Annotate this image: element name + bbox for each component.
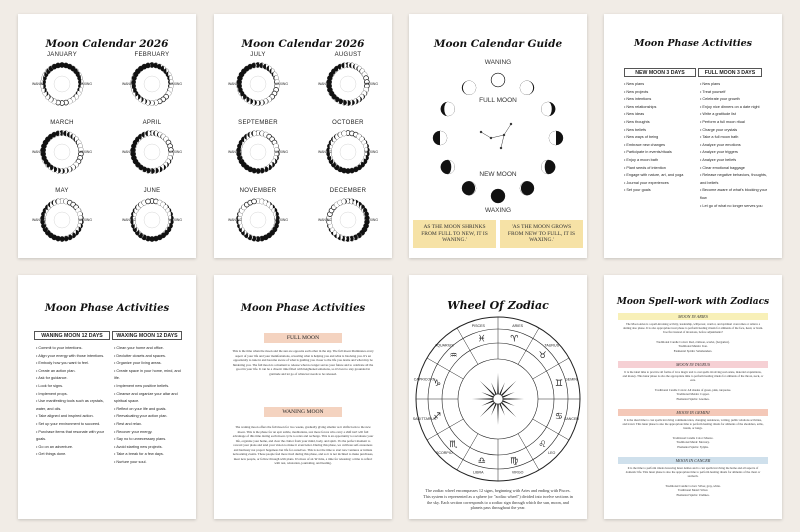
tab-waning-moon: WANING MOON 12 DAYS: [34, 331, 110, 340]
month-label: JUNE: [143, 188, 161, 194]
month-label: MARCH: [50, 120, 74, 126]
moon-phase-dot: [145, 199, 150, 204]
waning-label: WANING: [228, 82, 242, 86]
month-block: [26, 188, 98, 246]
moon-phase-dial: [116, 58, 188, 110]
moon-guide-diagram: [409, 52, 587, 222]
waning-label: WANING: [318, 218, 332, 222]
spell-correspondence: Elemental Spirits: Salamanders.: [673, 348, 713, 353]
list-item: • Analyze your triggers: [700, 149, 768, 157]
page-moon-phase-activities-new-full: [604, 14, 782, 258]
list-item: • Analyze your beliefs: [700, 157, 768, 165]
list-item: • Let go of what no longer serves you: [700, 203, 768, 211]
list-item: • Go on an adventure.: [36, 444, 110, 452]
list-item: • Implement new positive beliefs.: [114, 383, 186, 391]
list-item: • Look for signs.: [36, 383, 110, 391]
list-item: • Use manifesting tools such as crystals, water, and oils.: [36, 398, 110, 413]
spell-correspondence: Traditional Candle Colors: All shades of green, pink, turquoise.: [654, 388, 732, 392]
moon-phase-dot: [441, 160, 455, 174]
zodiac-sign-icon: ♍: [510, 456, 519, 467]
list-item: • New intentions: [624, 96, 696, 104]
month-label: MAY: [55, 188, 69, 194]
month-label: APRIL: [142, 120, 162, 126]
page-wheel-of-zodiac: [409, 275, 587, 519]
page-title: Moon Calendar 2026: [241, 38, 365, 50]
waxing-label: WAXING: [364, 218, 378, 222]
list-item: • Avoid starting new projects.: [114, 444, 186, 452]
list-item: • Organize your living areas.: [114, 360, 186, 368]
page-title: Moon Spell-work with Zodiacs: [616, 297, 770, 307]
spell-section-band: MOON IN CANCER: [618, 457, 768, 464]
waning-label: WANING: [32, 82, 46, 86]
zodiac-sign-icon: ♉: [538, 350, 547, 361]
waning-label: WANING: [318, 150, 332, 154]
page-title: Moon Calendar 2026: [45, 38, 169, 50]
moon-phase-dot: [441, 102, 455, 116]
tab-waxing-moon: WAXING MOON 12 DAYS: [112, 331, 182, 340]
tab-new-moon: NEW MOON 3 DAYS: [624, 68, 696, 77]
spell-section-text: It is the time to perform rituals honoring lunar deities and to cast spells involving the home and all aspects of domestic life. This lunar phase is also the appropriate time to perform healing rituals for ailments of the chest or stomach.: [625, 466, 761, 479]
zodiac-sign-icon: ♎: [477, 456, 486, 467]
spell-section-band: MOON IN GEMINI: [618, 409, 768, 416]
list-item: • New thoughts: [624, 119, 696, 127]
page-title: Moon Calendar Guide: [433, 38, 563, 50]
spell-section-text: It is the ideal time to practice all forms of love magic and to cast spells involving real estate, material acquisitions, and money. This lunar phase is also the appropriate time to perform healing rituals for ailments of the throat, neck, or ears.: [622, 370, 764, 383]
list-item: • New beliefs: [624, 127, 696, 135]
list-item: • Take aligned and inspired action.: [36, 413, 110, 421]
month-block: [312, 52, 384, 110]
moon-phase-dot: [145, 63, 150, 68]
waxing-label: WAXING: [78, 218, 92, 222]
page-moon-phase-activities-full-waning: [214, 275, 392, 519]
spell-correspondence: Traditional Metals: Copper.: [676, 392, 710, 397]
moon-phase-dot: [491, 189, 505, 203]
list-item: • Reflect on your life and goals.: [114, 406, 186, 414]
page-title: Wheel Of Zodiac: [447, 299, 549, 312]
month-label: FEBRUARY: [134, 52, 170, 58]
waxing-explainer: 'AS THE MOON GROWS FROM NEW TO FULL, IT IS WAXING.': [500, 220, 583, 248]
moon-phase-dial: [116, 126, 188, 178]
month-block: [116, 120, 188, 178]
zodiac-wheel: [409, 309, 587, 489]
waxing-moon-list: [114, 345, 186, 467]
waxing-label: WAXING: [168, 218, 182, 222]
zodiac-sign-icon: ♌: [538, 440, 547, 451]
month-block: [26, 120, 98, 178]
waning-label: WANING: [122, 218, 136, 222]
zodiac-sign-icon: ♈: [510, 334, 519, 345]
zodiac-sign-icon: ♐: [433, 411, 442, 422]
spell-section-text: It is the ideal time to cast spells involving communication, changing residences, writing, public relations activities, and travel. This lunar phase is also the appropriate time to perform healing rituals for ailments of the shoulders, arms, hands, or lungs.: [622, 418, 764, 431]
month-block: [26, 52, 98, 110]
list-item: • Set your goals: [624, 187, 696, 195]
month-label: DECEMBER: [329, 188, 367, 194]
list-item: • Reevaluating your action plan.: [114, 413, 186, 421]
list-item: • Journal your experiences: [624, 180, 696, 188]
moon-phase-dot: [341, 63, 346, 68]
moon-phase-dot: [55, 199, 60, 204]
zodiac-name-label: SAGITTARIUS: [412, 416, 437, 421]
page-moon-spell-work: [604, 275, 782, 519]
moon-phase-dial: [116, 194, 188, 246]
list-item: • Say no to unnecessary plans.: [114, 436, 186, 444]
month-block: [312, 188, 384, 246]
list-item: • Take a full moon bath: [700, 134, 768, 142]
waning-explainer: AS THE MOON SHRINKS FROM FULL TO NEW, IT IS WANING.': [413, 220, 496, 248]
zodiac-name-label: CAPRICORN: [413, 377, 436, 382]
list-item: • Take a break for a few days.: [114, 451, 186, 459]
moon-phase-dot: [433, 131, 447, 145]
spell-correspondence: Elemental Spirits: Gnomes.: [676, 396, 710, 401]
zodiac-name-label: AQUARIUS: [434, 343, 454, 348]
moon-phase-dot: [55, 63, 60, 68]
list-item: • Implement props.: [36, 391, 110, 399]
waxing-bottom-label: WAXING: [484, 207, 512, 214]
waning-moon-list: [36, 345, 110, 459]
spell-correspondence: Traditional Candle Colors: Silver, gray, white.: [665, 484, 721, 488]
page-moon-calendar-h1: [18, 14, 196, 258]
list-item: • New ideas: [624, 111, 696, 119]
page-moon-phase-activities-waning-waxing: [18, 275, 196, 519]
month-label: OCTOBER: [332, 120, 364, 126]
list-item: • Create an action plan.: [36, 368, 110, 376]
full-moon-label: FULL MOON: [479, 97, 517, 104]
moon-phase-dial: [312, 126, 384, 178]
waning-label: WANING: [228, 150, 242, 154]
zodiac-name-label: SCORPIO: [435, 451, 453, 456]
waning-top-label: WANING: [484, 59, 512, 66]
month-block: [222, 52, 294, 110]
zodiac-name-label: VIRGO: [511, 470, 524, 475]
zodiac-name-label: CANCER: [563, 416, 580, 421]
spell-correspondence: Traditional Metal: Mercury.: [676, 440, 710, 445]
waxing-label: WAXING: [274, 150, 288, 154]
waxing-label: WAXING: [168, 82, 182, 86]
list-item: • New plans: [700, 81, 768, 89]
waxing-label: WAXING: [168, 150, 182, 154]
list-item: • Recover your energy.: [114, 429, 186, 437]
list-item: • New projects: [624, 89, 696, 97]
list-item: • New ways of being: [624, 134, 696, 142]
spell-correspondence: Traditional Candle Colors: Red, crimson, scarlet, (bergamot).: [656, 340, 730, 344]
waning-label: WANING: [122, 150, 136, 154]
waning-label: WANING: [32, 218, 46, 222]
zodiac-sign-icon: ♒: [449, 350, 458, 361]
waning-label: WANING: [228, 218, 242, 222]
list-item: • Purchase items that resonate with your goals.: [36, 429, 110, 444]
page-title: Moon Phase Activities: [240, 303, 366, 314]
spell-correspondence: Traditional Candle Color: Mauve.: [672, 436, 714, 440]
zodiac-sign-icon: ♓: [477, 334, 486, 345]
month-block: [312, 120, 384, 178]
month-label: SEPTEMBER: [238, 120, 278, 126]
new-moon-list: [624, 81, 696, 195]
moon-phase-dot: [541, 160, 555, 174]
list-item: • Release negative behaviors, thoughts, and beliefs: [700, 172, 768, 187]
zodiac-sign-icon: ♑: [433, 379, 442, 390]
list-item: • New plans: [624, 81, 696, 89]
list-item: • Treat yourself: [700, 89, 768, 97]
list-item: • Charge your crystals: [700, 127, 768, 135]
moon-phase-dot: [491, 73, 505, 87]
zodiac-sign-icon: ♊: [554, 379, 563, 390]
waning-label: WANING: [122, 82, 136, 86]
full-moon-paragraph: This is the time when the moon and the sun are opposite each other in the sky. The full moon illuminates every aspect of your life and your manifestations, revealing what is helping you and what is blocking you. It's an opportunity to tune in and become aware of what is guiding you closer to the life you desire and what may be hindering you. The full moon is a moment to release what no longer serves your future and to celebrate all the good in your life. It can be a chaotic time filled with heightened emotions, so it's best to stay grounded in gratitude and let go of whatever needs to be released.: [232, 349, 374, 376]
waxing-label: WAXING: [78, 82, 92, 86]
month-block: [222, 188, 294, 246]
page-moon-calendar-h2: [214, 14, 392, 258]
moon-phase-dot: [251, 131, 256, 136]
list-item: • Enjoy nice dinners on a date night: [700, 104, 768, 112]
zodiac-name-label: LIBRA: [473, 470, 484, 475]
moon-phase-ring: [433, 73, 563, 203]
spell-correspondence: Traditional Metal: Silver.: [677, 488, 709, 493]
page-title: Moon Phase Activities: [634, 38, 752, 49]
list-item: • Participate in events/rituals: [624, 149, 696, 157]
zodiac-name-label: PISCES: [471, 323, 485, 328]
spell-correspondence: Elemental Spirits: Undines.: [676, 492, 710, 497]
month-label: NOVEMBER: [239, 188, 277, 194]
spell-correspondence: Elemental Spirits: Sylphs.: [677, 444, 709, 449]
moon-phase-dial: [312, 58, 384, 110]
zodiac-name-label: TAURUS: [544, 343, 559, 348]
full-moon-band: FULL MOON: [264, 333, 342, 343]
zodiac-name-label: GEMINI: [565, 377, 578, 382]
list-item: • Write a gratitude list: [700, 111, 768, 119]
constellation-icon: [480, 123, 512, 149]
moon-phase-dot: [520, 81, 534, 95]
zodiac-sign-icon: ♏: [449, 440, 458, 451]
moon-phase-dial: [26, 58, 98, 110]
month-block: [222, 120, 294, 178]
list-item: • Clear emotional baggage: [700, 165, 768, 173]
moon-phase-dial: [26, 194, 98, 246]
month-label: AUGUST: [334, 52, 362, 58]
full-moon-list: [700, 81, 768, 210]
zodiac-sign-icon: ♋: [554, 411, 563, 422]
waxing-label: WAXING: [78, 150, 92, 154]
spell-correspondence: Traditional Metals: Iron.: [678, 344, 708, 349]
list-item: • New relationships: [624, 104, 696, 112]
month-block: [116, 188, 188, 246]
moon-phase-dot: [520, 181, 534, 195]
moon-phase-dot: [541, 102, 555, 116]
waxing-label: WAXING: [364, 150, 378, 154]
list-item: • Commit to your intentions.: [36, 345, 110, 353]
list-item: • Become aware of what's blocking your flow: [700, 187, 768, 202]
moon-phase-dot: [462, 81, 476, 95]
list-item: • Set up your environment to succeed.: [36, 421, 110, 429]
moon-phase-dot: [549, 131, 563, 145]
moon-phase-dial: [222, 58, 294, 110]
list-item: • Analyze your emotions: [700, 142, 768, 150]
zodiac-name-label: ARIES: [512, 323, 524, 328]
moon-phase-dot: [55, 131, 60, 136]
list-item: • Declutter closets and spaces.: [114, 353, 186, 361]
list-item: • Perform a full moon ritual: [700, 119, 768, 127]
waxing-label: WAXING: [364, 82, 378, 86]
list-item: • Cleanse and organize your altar and spiritual space.: [114, 391, 186, 406]
page-title: Moon Phase Activities: [44, 303, 170, 314]
list-item: • Get things done.: [36, 451, 110, 459]
list-item: • Rest and relax.: [114, 421, 186, 429]
moon-phase-dot: [341, 199, 346, 204]
list-item: • Embody how you want to feel.: [36, 360, 110, 368]
tab-full-moon: FULL MOON 3 DAYS: [698, 68, 762, 77]
list-item: • Plant seeds of intention: [624, 165, 696, 173]
moon-phase-dial: [222, 194, 294, 246]
spell-section-text: The Moon Aries is a spell-invoking activity, leadership, willpower, warrior, and spiritual overcomes or relieve a darting also phase. It is also appropriate treat phase to perform healing rituals for ailments of the face, head, or brain. Use fire instead of invasions, before adjustments?: [622, 322, 764, 335]
waning-moon-band: WANING MOON: [264, 407, 342, 417]
waning-label: WANING: [318, 82, 332, 86]
moon-phase-dial: [222, 126, 294, 178]
moon-phase-dial: [26, 126, 98, 178]
list-item: • Celebrate your growth: [700, 96, 768, 104]
month-label: JANUARY: [47, 52, 77, 58]
zodiac-name-label: LEO: [548, 451, 556, 456]
moon-phase-dial: [312, 194, 384, 246]
spell-section-band: MOON IN TAURUS: [618, 361, 768, 368]
month-block: [116, 52, 188, 110]
spell-section-band: MOON IN ARIES: [618, 313, 768, 320]
list-item: • Create space in your home, mind, and life.: [114, 368, 186, 383]
list-item: • Align your energy with those intentions.: [36, 353, 110, 361]
month-label: JULY: [250, 52, 266, 58]
waning-label: WANING: [32, 150, 46, 154]
moon-phase-dot: [251, 199, 256, 204]
list-item: • Engage with nature, art, and yoga: [624, 172, 696, 180]
waxing-label: WAXING: [274, 218, 288, 222]
zodiac-paragraph: The zodiac wheel encompasses 12 signs, beginning with Aries and ending with Pisces. This system is represented as a sphere (or "zodiac wheel") divided into twelve sections in the sky. Each section corresponds to a zodiac sign through which the sun, moon, and planets pass throughout the year.: [423, 488, 573, 511]
moon-phase-dot: [462, 181, 476, 195]
waxing-label: WAXING: [274, 82, 288, 86]
list-item: • Clean your home and office.: [114, 345, 186, 353]
new-moon-label: NEW MOON: [479, 171, 517, 178]
sun-icon: [472, 373, 524, 425]
list-item: • Embrace new changes: [624, 142, 696, 150]
moon-phase-dot: [341, 131, 346, 136]
page-moon-calendar-guide: [409, 14, 587, 258]
moon-phase-dot: [251, 63, 256, 68]
waning-moon-paragraph: The waning moon offers the full moon for two weeks, gradually giving smaller as it shifts back to the new moon. This is the phase for an epic subtle, meditations, rest more forces who carry a shift isn't will full advantage of this time during each moon cycle to relax and recharge. This is an opportunity to reevaluate your life, organize your home, and clear the clutter from your mind, body, and spirit. It's the perfect moment to reward your plans and tend your vision to make it even better. During this phase, we cultivate self-awareness and harmony not project happiness but life for ourselves. This is not the time to start new ventures or initiate networking events. These people feel more tired during this phase, and so it is not inclined to make purchases, meet new people, or follow through with plans. It's more of an 'in' time, a time for releasing: a time to reflect with rest, relaxation, journaling, and healing.: [232, 425, 374, 465]
list-item: • Nurture your soul.: [114, 459, 186, 467]
moon-phase-dot: [145, 131, 150, 136]
list-item: • Ask for guidance.: [36, 375, 110, 383]
list-item: • Enjoy a moon bath: [624, 157, 696, 165]
